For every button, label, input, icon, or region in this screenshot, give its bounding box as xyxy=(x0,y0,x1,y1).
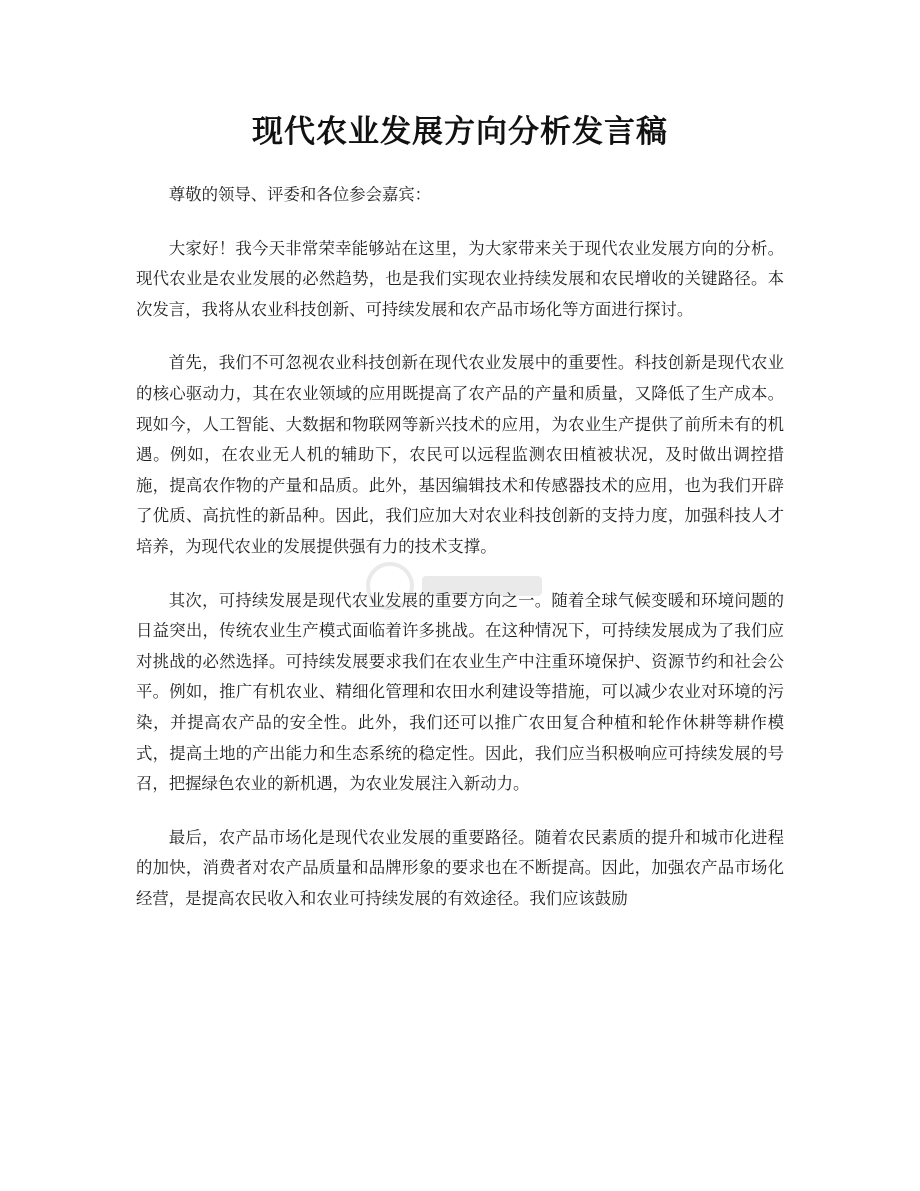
salutation: 尊敬的领导、评委和各位参会嘉宾： xyxy=(168,185,432,204)
paragraph-marketization: 最后，农产品市场化是现代农业发展的重要路径。随着农民素质的提升和城市化进程的加快，消费者对农产品质量和品牌形象的要求也在不断提高。因此，加强农产品市场化经营，是提高农民收入和农业可持续发展的有效途径。我们应该鼓励 xyxy=(136,827,784,908)
paragraph-intro: 大家好！我今天非常荣幸能够站在这里，为大家带来关于现代农业发展方向的分析。现代农业是农业发展的必然趋势，也是我们实现农业持续发展和农民增收的关键路径。本次发言，我将从农业科技创新、可持续发展和农产品市场化等方面进行探讨。 xyxy=(136,238,784,319)
document-body xyxy=(136,180,784,937)
paragraph-sustainability: 其次，可持续发展是现代农业发展的重要方向之一。随着全球气候变暖和环境问题的日益突出，传统农业生产模式面临着许多挑战。在这种情况下，可持续发展成为了我们应对挑战的必然选择。可持续发展要求我们在农业生产中注重环境保护、资源节约和社会公平。例如，推广有机农业、精细化管理和农田水利建设等措施，可以减少农业对环境的污染，并提高农产品的安全性。此外，我们还可以推广农田复合种植和轮作休耕等耕作模式，提高土地的产出能力和生态系统的稳定性。因此，我们应当积极响应可持续发展的号召，把握绿色农业的新机遇，为农业发展注入新动力。 xyxy=(136,590,784,794)
document-title: 现代农业发展方向分析发言稿 xyxy=(252,114,668,150)
paragraph-tech-innovation: 首先，我们不可忽视农业科技创新在现代农业发展中的重要性。科技创新是现代农业的核心驱动力，其在农业领域的应用既提高了农产品的产量和质量，又降低了生产成本。现如今，人工智能、大数据和物联网等新兴技术的应用，为农业生产提供了前所未有的机遇。例如，在农业无人机的辅助下，农民可以远程监测农田植被状况，及时做出调控措施，提高农作物的产量和品质。此外，基因编辑技术和传感器技术的应用，也为我们开辟了优质、高抗性的新品种。因此，我们应加大对农业科技创新的支持力度，加强科技人才培养，为现代农业的发展提供强有力的技术支撑。 xyxy=(136,353,784,556)
